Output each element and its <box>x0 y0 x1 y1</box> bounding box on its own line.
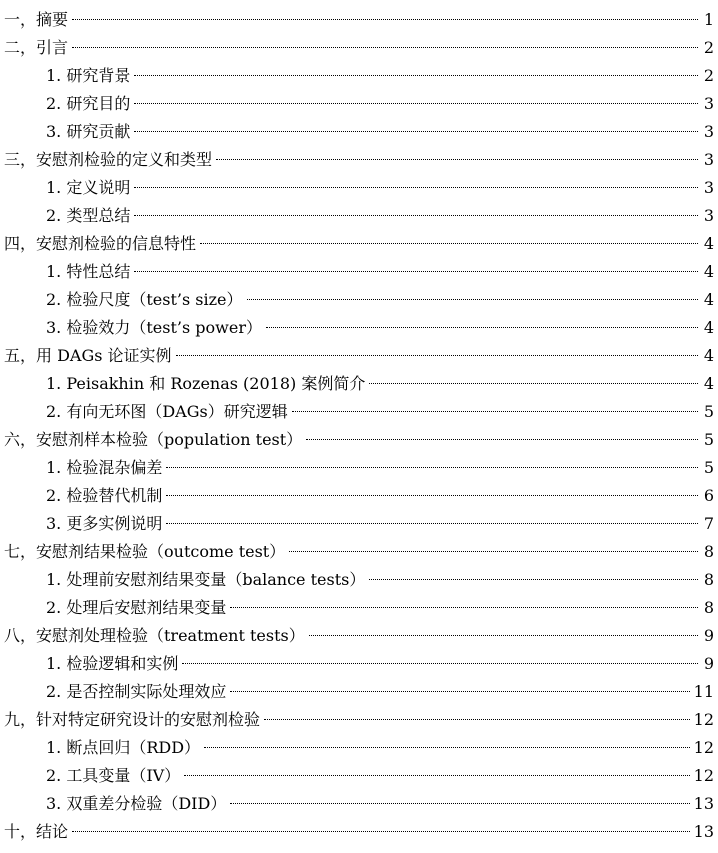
toc-entry-page-number: 3 <box>703 178 714 197</box>
dot-leader <box>230 691 689 692</box>
toc-section-entry[interactable] <box>4 538 714 566</box>
toc-subsection-entry[interactable] <box>4 314 714 342</box>
toc-entry-title: 一，摘要 <box>4 10 69 29</box>
dot-leader <box>309 635 698 636</box>
toc-entry-title: 2. 检验替代机制 <box>46 486 163 505</box>
toc-entry-page-number: 8 <box>703 542 714 561</box>
toc-entry-page-number: 2 <box>703 66 714 85</box>
toc-section-entry[interactable] <box>4 34 714 62</box>
toc-entry-title: 2. 检验尺度（test’s size） <box>46 290 243 309</box>
dot-leader <box>306 439 698 440</box>
toc-entry-title: 3. 检验效力（test’s power） <box>46 318 262 337</box>
toc-subsection-entry[interactable] <box>4 202 714 230</box>
toc-entry-page-number: 12 <box>693 766 714 785</box>
dot-leader <box>134 103 698 104</box>
toc-entry-title: 2. 工具变量（IV） <box>46 766 181 785</box>
toc-entry-page-number: 3 <box>703 94 714 113</box>
toc-entry-title: 2. 有向无环图（DAGs）研究逻辑 <box>46 402 288 421</box>
toc-subsection-entry[interactable] <box>4 90 714 118</box>
dot-leader <box>204 747 690 748</box>
dot-leader <box>369 579 698 580</box>
toc-entry-title: 二，引言 <box>4 38 69 57</box>
toc-entry-page-number: 6 <box>703 486 714 505</box>
dot-leader <box>184 775 689 776</box>
toc-entry-title: 2. 研究目的 <box>46 94 131 113</box>
toc-entry-title: 1. 定义说明 <box>46 178 131 197</box>
toc-entry-title: 1. 检验逻辑和实例 <box>46 654 179 673</box>
toc-entry-page-number: 4 <box>703 374 714 393</box>
dot-leader <box>292 411 698 412</box>
toc-entry-title: 3. 双重差分检验（DID） <box>46 794 227 813</box>
toc-entry-page-number: 1 <box>703 10 714 29</box>
toc-subsection-entry[interactable] <box>4 62 714 90</box>
toc-entry-title: 三，安慰剂检验的定义和类型 <box>4 150 213 169</box>
toc-section-entry[interactable] <box>4 426 714 454</box>
toc-entry-page-number: 4 <box>703 346 714 365</box>
toc-entry-title: 九，针对特定研究设计的安慰剂检验 <box>4 710 261 729</box>
toc-subsection-entry[interactable] <box>4 594 714 622</box>
dot-leader <box>166 495 698 496</box>
toc-subsection-entry[interactable] <box>4 790 714 818</box>
toc-entry-title: 1. 处理前安慰剂结果变量（balance tests） <box>46 570 366 589</box>
dot-leader <box>200 243 698 244</box>
dot-leader <box>247 299 698 300</box>
toc-entry-title: 六，安慰剂样本检验（population test） <box>4 430 303 449</box>
toc-entry-page-number: 13 <box>693 822 714 841</box>
toc-subsection-entry[interactable] <box>4 258 714 286</box>
toc-subsection-entry[interactable] <box>4 650 714 678</box>
toc-entry-page-number: 2 <box>703 38 714 57</box>
toc-subsection-entry[interactable] <box>4 118 714 146</box>
dot-leader <box>72 831 690 832</box>
toc-subsection-entry[interactable] <box>4 454 714 482</box>
dot-leader <box>289 551 698 552</box>
toc-entry-page-number: 11 <box>693 682 714 701</box>
toc-entry-title: 2. 是否控制实际处理效应 <box>46 682 227 701</box>
toc-subsection-entry[interactable] <box>4 286 714 314</box>
toc-entry-title: 1. Peisakhin 和 Rozenas (2018) 案例简介 <box>46 374 366 393</box>
toc-entry-page-number: 13 <box>693 794 714 813</box>
toc-entry-title: 八，安慰剂处理检验（treatment tests） <box>4 626 305 645</box>
dot-leader <box>230 607 698 608</box>
toc-entry-page-number: 5 <box>703 458 714 477</box>
toc-entry-title: 3. 研究贡献 <box>46 122 131 141</box>
toc-subsection-entry[interactable] <box>4 510 714 538</box>
toc-entry-page-number: 5 <box>703 402 714 421</box>
dot-leader <box>134 131 698 132</box>
toc-subsection-entry[interactable] <box>4 370 714 398</box>
dot-leader <box>72 47 698 48</box>
toc-entry-title: 五，用 DAGs 论证实例 <box>4 346 172 365</box>
dot-leader <box>134 187 698 188</box>
toc-entry-page-number: 8 <box>703 570 714 589</box>
toc-subsection-entry[interactable] <box>4 566 714 594</box>
toc-subsection-entry[interactable] <box>4 678 714 706</box>
toc-entry-page-number: 3 <box>703 122 714 141</box>
dot-leader <box>134 75 698 76</box>
toc-entry-page-number: 9 <box>703 654 714 673</box>
dot-leader <box>134 215 698 216</box>
toc-section-entry[interactable] <box>4 146 714 174</box>
dot-leader <box>264 719 690 720</box>
dot-leader <box>369 383 698 384</box>
toc-section-entry[interactable] <box>4 6 714 34</box>
toc-entry-page-number: 4 <box>703 290 714 309</box>
toc-entry-title: 十，结论 <box>4 822 69 841</box>
toc-entry-title: 1. 研究背景 <box>46 66 131 85</box>
dot-leader <box>216 159 698 160</box>
toc-section-entry[interactable] <box>4 622 714 650</box>
toc-entry-page-number: 12 <box>693 710 714 729</box>
dot-leader <box>182 663 698 664</box>
toc-entry-page-number: 7 <box>703 514 714 533</box>
toc-entry-title: 3. 更多实例说明 <box>46 514 163 533</box>
toc-entry-page-number: 3 <box>703 150 714 169</box>
toc-subsection-entry[interactable] <box>4 174 714 202</box>
dot-leader <box>72 19 698 20</box>
toc-subsection-entry[interactable] <box>4 482 714 510</box>
toc-section-entry[interactable] <box>4 342 714 370</box>
dot-leader <box>166 467 698 468</box>
toc-entry-title: 四，安慰剂检验的信息特性 <box>4 234 197 253</box>
toc-entry-page-number: 8 <box>703 598 714 617</box>
toc-section-entry[interactable] <box>4 706 714 734</box>
dot-leader <box>266 327 698 328</box>
toc-entry-page-number: 4 <box>703 234 714 253</box>
toc-subsection-entry[interactable] <box>4 398 714 426</box>
toc-entry-page-number: 3 <box>703 206 714 225</box>
toc-entry-page-number: 9 <box>703 626 714 645</box>
toc-section-entry[interactable] <box>4 230 714 258</box>
toc-entry-title: 1. 特性总结 <box>46 262 131 281</box>
toc-entry-title: 2. 类型总结 <box>46 206 131 225</box>
dot-leader <box>176 355 698 356</box>
toc-entry-title: 1. 断点回归（RDD） <box>46 738 201 757</box>
dot-leader <box>134 271 698 272</box>
toc-entry-page-number: 12 <box>693 738 714 757</box>
toc-entry-page-number: 4 <box>703 318 714 337</box>
toc-subsection-entry[interactable] <box>4 762 714 790</box>
toc-entry-page-number: 5 <box>703 430 714 449</box>
toc-entry-title: 2. 处理后安慰剂结果变量 <box>46 598 227 617</box>
dot-leader <box>230 803 689 804</box>
toc-section-entry[interactable] <box>4 818 714 846</box>
toc-subsection-entry[interactable] <box>4 734 714 762</box>
toc-entry-title: 七，安慰剂结果检验（outcome test） <box>4 542 286 561</box>
toc-entry-title: 1. 检验混杂偏差 <box>46 458 163 477</box>
toc-entry-page-number: 4 <box>703 262 714 281</box>
dot-leader <box>166 523 698 524</box>
